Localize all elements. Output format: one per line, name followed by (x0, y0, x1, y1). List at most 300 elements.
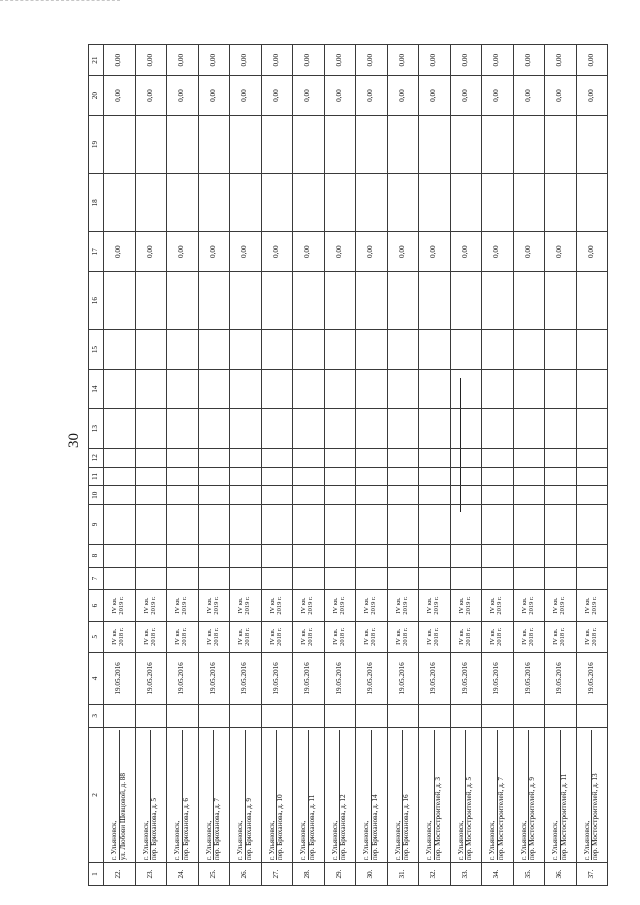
column-number-18: 18 (89, 174, 104, 232)
cell-col-7 (545, 567, 577, 590)
address-street: ул. Любови Шевцовой, д. 88 (119, 730, 128, 860)
cell-col-8 (482, 544, 514, 567)
column-number-14: 14 (89, 369, 104, 409)
cell-col-9 (167, 505, 199, 545)
cell-col-11 (293, 467, 325, 486)
cell-col-8 (387, 544, 419, 567)
table-row (387, 45, 419, 886)
cell-col-21: 0,00 (419, 45, 451, 76)
cell-col-14 (513, 369, 545, 409)
address-street: пер. Брюханова, д. 11 (308, 730, 317, 860)
cell-col-7 (104, 567, 136, 590)
column-number-17: 17 (89, 232, 104, 272)
address-street: пер. Мостостроителей, д. 7 (497, 730, 506, 860)
cell-col-19 (482, 115, 514, 173)
cell-col-20: 0,00 (545, 76, 577, 116)
cell-col-3 (324, 704, 356, 727)
column-number-1: 1 (89, 863, 104, 886)
cell-col-7 (293, 567, 325, 590)
cell-col-6: IV кв. 2019 г. (513, 590, 545, 621)
cell-col-20: 0,00 (261, 76, 293, 116)
cell-col-10 (450, 486, 482, 505)
address-cell (356, 727, 388, 862)
cell-col-11 (387, 467, 419, 486)
row-number-cell: 22. (104, 863, 136, 886)
cell-col-20: 0,00 (324, 76, 356, 116)
cell-col-20: 0,00 (198, 76, 230, 116)
cell-col-8 (104, 544, 136, 567)
cell-col-14 (198, 369, 230, 409)
address-street: пер. Мостостроителей, д. 11 (560, 730, 569, 860)
address-city: г. Ульяновск, (519, 820, 528, 861)
address-street: пер. Мостостроителей, д. 3 (434, 730, 443, 860)
cell-col-15 (230, 330, 262, 370)
cell-col-14 (450, 369, 482, 409)
cell-col-4: 19.05.2016 (387, 652, 419, 704)
column-number-16: 16 (89, 272, 104, 330)
cell-col-21: 0,00 (198, 45, 230, 76)
page-number: 30 (66, 433, 82, 448)
cell-col-7 (167, 567, 199, 590)
cell-col-18 (167, 174, 199, 232)
cell-col-11 (261, 467, 293, 486)
cell-col-19 (419, 115, 451, 173)
cell-col-20: 0,00 (482, 76, 514, 116)
cell-col-4: 19.05.2016 (450, 652, 482, 704)
table-row (545, 45, 577, 886)
cell-col-11 (356, 467, 388, 486)
address-cell (261, 727, 293, 862)
cell-col-13 (545, 409, 577, 449)
cell-col-9 (104, 505, 136, 545)
cell-col-21: 0,00 (261, 45, 293, 76)
cell-col-12 (576, 448, 608, 467)
cell-col-3 (576, 704, 608, 727)
cell-col-15 (545, 330, 577, 370)
cell-col-3 (198, 704, 230, 727)
cell-col-20: 0,00 (135, 76, 167, 116)
address-street: пер. Брюханова, д. 7 (213, 730, 222, 860)
cell-col-16 (167, 272, 199, 330)
cell-col-13 (387, 409, 419, 449)
cell-col-20: 0,00 (293, 76, 325, 116)
cell-col-7 (261, 567, 293, 590)
table-row (230, 45, 262, 886)
cell-col-9 (419, 505, 451, 545)
cell-col-12 (545, 448, 577, 467)
table-row (293, 45, 325, 886)
cell-col-4: 19.05.2016 (419, 652, 451, 704)
cell-col-18 (135, 174, 167, 232)
cell-col-10 (230, 486, 262, 505)
cell-col-13 (419, 409, 451, 449)
address-cell (450, 727, 482, 862)
cell-col-7 (324, 567, 356, 590)
cell-col-19 (450, 115, 482, 173)
column-number-9: 9 (89, 505, 104, 545)
cell-col-15 (482, 330, 514, 370)
row-number-cell: 30. (356, 863, 388, 886)
cell-col-20: 0,00 (167, 76, 199, 116)
cell-col-18 (513, 174, 545, 232)
address-cell (513, 727, 545, 862)
cell-col-6: IV кв. 2019 г. (293, 590, 325, 621)
cell-col-4: 19.05.2016 (482, 652, 514, 704)
cell-col-3 (167, 704, 199, 727)
cell-col-6: IV кв. 2019 г. (450, 590, 482, 621)
address-cell (104, 727, 136, 862)
cell-col-5: IV кв. 2018 г. (482, 621, 514, 652)
cell-col-15 (261, 330, 293, 370)
address-cell (198, 727, 230, 862)
row-number-cell: 32. (419, 863, 451, 886)
cell-col-4: 19.05.2016 (104, 652, 136, 704)
row-number-cell: 36. (545, 863, 577, 886)
column-number-15: 15 (89, 330, 104, 370)
cell-col-17: 0,00 (419, 232, 451, 272)
address-street: пер. Брюханова, д. 5 (150, 730, 159, 860)
cell-col-3 (482, 704, 514, 727)
address-city: г. Ульяновск, (141, 820, 150, 861)
table-row (482, 45, 514, 886)
table-row (261, 45, 293, 886)
cell-col-5: IV кв. 2018 г. (293, 621, 325, 652)
cell-col-9 (545, 505, 577, 545)
cell-col-20: 0,00 (387, 76, 419, 116)
cell-col-6: IV кв. 2019 г. (545, 590, 577, 621)
address-cell (545, 727, 577, 862)
cell-col-5: IV кв. 2018 г. (419, 621, 451, 652)
address-cell (387, 727, 419, 862)
address-city: г. Ульяновск, (393, 820, 402, 861)
cell-col-15 (419, 330, 451, 370)
cell-col-3 (104, 704, 136, 727)
cell-col-19 (356, 115, 388, 173)
cell-col-16 (198, 272, 230, 330)
table-row (419, 45, 451, 886)
table-row (513, 45, 545, 886)
cell-col-10 (167, 486, 199, 505)
row-number-cell: 35. (513, 863, 545, 886)
cell-col-18 (261, 174, 293, 232)
cell-col-12 (419, 448, 451, 467)
address-street: пер. Брюханова, д. 6 (182, 730, 191, 860)
cell-col-15 (293, 330, 325, 370)
address-city: г. Ульяновск, (236, 820, 245, 861)
column-number-20: 20 (89, 76, 104, 116)
cell-col-21: 0,00 (356, 45, 388, 76)
address-street: пер. Брюханова, д. 16 (402, 730, 411, 860)
cell-col-5: IV кв. 2018 г. (135, 621, 167, 652)
address-city: г. Ульяновск, (362, 820, 371, 861)
cell-col-5: IV кв. 2018 г. (545, 621, 577, 652)
cell-col-19 (545, 115, 577, 173)
address-city: г. Ульяновск, (488, 820, 497, 861)
cell-col-11 (135, 467, 167, 486)
cell-col-11 (198, 467, 230, 486)
cell-col-11 (104, 467, 136, 486)
cell-col-19 (198, 115, 230, 173)
row-number-cell: 25. (198, 863, 230, 886)
cell-col-8 (513, 544, 545, 567)
cell-col-16 (261, 272, 293, 330)
cell-col-17: 0,00 (576, 232, 608, 272)
cell-col-13 (450, 409, 482, 449)
cell-col-6: IV кв. 2019 г. (419, 590, 451, 621)
cell-col-18 (545, 174, 577, 232)
cell-col-21: 0,00 (293, 45, 325, 76)
cell-col-9 (450, 505, 482, 545)
cell-col-18 (293, 174, 325, 232)
cell-col-8 (198, 544, 230, 567)
cell-col-4: 19.05.2016 (356, 652, 388, 704)
cell-col-13 (513, 409, 545, 449)
cell-col-21: 0,00 (104, 45, 136, 76)
cell-col-9 (230, 505, 262, 545)
cell-col-8 (167, 544, 199, 567)
cell-col-12 (261, 448, 293, 467)
cell-col-10 (545, 486, 577, 505)
column-number-8: 8 (89, 544, 104, 567)
cell-col-4: 19.05.2016 (230, 652, 262, 704)
cell-col-13 (198, 409, 230, 449)
cell-col-12 (167, 448, 199, 467)
cell-col-14 (356, 369, 388, 409)
cell-col-19 (230, 115, 262, 173)
cell-col-4: 19.05.2016 (261, 652, 293, 704)
cell-col-19 (513, 115, 545, 173)
cell-col-17: 0,00 (230, 232, 262, 272)
column-number-11: 11 (89, 467, 104, 486)
cell-col-10 (104, 486, 136, 505)
cell-col-19 (293, 115, 325, 173)
cell-col-9 (576, 505, 608, 545)
cell-col-3 (230, 704, 262, 727)
cell-col-12 (450, 448, 482, 467)
address-cell (293, 727, 325, 862)
address-cell (167, 727, 199, 862)
cell-col-3 (293, 704, 325, 727)
cell-col-4: 19.05.2016 (293, 652, 325, 704)
cell-col-5: IV кв. 2018 г. (230, 621, 262, 652)
cell-col-18 (387, 174, 419, 232)
cell-col-16 (419, 272, 451, 330)
cell-col-3 (387, 704, 419, 727)
column-number-5: 5 (89, 621, 104, 652)
address-cell (419, 727, 451, 862)
cell-col-19 (387, 115, 419, 173)
cell-col-4: 19.05.2016 (513, 652, 545, 704)
cell-col-10 (293, 486, 325, 505)
cell-col-17: 0,00 (450, 232, 482, 272)
row-number-cell: 23. (135, 863, 167, 886)
cell-col-5: IV кв. 2018 г. (387, 621, 419, 652)
table-row (135, 45, 167, 886)
address-street: пер. Брюханова, д. 10 (276, 730, 285, 860)
cell-col-13 (135, 409, 167, 449)
cell-col-9 (135, 505, 167, 545)
cell-col-12 (387, 448, 419, 467)
cell-col-13 (324, 409, 356, 449)
row-number-cell: 33. (450, 863, 482, 886)
cell-col-14 (104, 369, 136, 409)
address-street: пер. Мостостроителей, д. 9 (528, 730, 537, 860)
cell-col-19 (324, 115, 356, 173)
cell-col-13 (356, 409, 388, 449)
address-city: г. Ульяновск, (110, 820, 119, 861)
cell-col-7 (356, 567, 388, 590)
cell-col-16 (104, 272, 136, 330)
cell-col-21: 0,00 (135, 45, 167, 76)
cell-col-9 (293, 505, 325, 545)
cell-col-17: 0,00 (545, 232, 577, 272)
cell-col-6: IV кв. 2019 г. (576, 590, 608, 621)
cell-col-16 (576, 272, 608, 330)
cell-col-10 (513, 486, 545, 505)
cell-col-17: 0,00 (356, 232, 388, 272)
cell-col-14 (293, 369, 325, 409)
column-number-21: 21 (89, 45, 104, 76)
cell-col-9 (482, 505, 514, 545)
address-city: г. Ульяновск, (173, 820, 182, 861)
cell-col-18 (356, 174, 388, 232)
cell-col-8 (545, 544, 577, 567)
cell-col-6: IV кв. 2019 г. (482, 590, 514, 621)
cell-col-4: 19.05.2016 (167, 652, 199, 704)
column-number-13: 13 (89, 409, 104, 449)
table-row (198, 45, 230, 886)
cell-col-5: IV кв. 2018 г. (576, 621, 608, 652)
cell-col-6: IV кв. 2019 г. (104, 590, 136, 621)
cell-col-21: 0,00 (545, 45, 577, 76)
address-city: г. Ульяновск, (299, 820, 308, 861)
column-number-4: 4 (89, 652, 104, 704)
cell-col-10 (387, 486, 419, 505)
table-row (356, 45, 388, 886)
cell-col-3 (419, 704, 451, 727)
cell-col-18 (104, 174, 136, 232)
cell-col-15 (513, 330, 545, 370)
cell-col-6: IV кв. 2019 г. (230, 590, 262, 621)
cell-col-19 (261, 115, 293, 173)
cell-col-13 (167, 409, 199, 449)
cell-col-16 (545, 272, 577, 330)
cell-col-13 (482, 409, 514, 449)
address-street: пер. Брюханова, д. 12 (339, 730, 348, 860)
cell-col-21: 0,00 (482, 45, 514, 76)
cell-col-16 (513, 272, 545, 330)
cell-col-9 (513, 505, 545, 545)
column-number-6: 6 (89, 590, 104, 621)
cell-col-8 (293, 544, 325, 567)
cell-col-9 (198, 505, 230, 545)
cell-col-3 (450, 704, 482, 727)
cell-col-9 (324, 505, 356, 545)
cell-col-19 (104, 115, 136, 173)
cell-col-5: IV кв. 2018 г. (450, 621, 482, 652)
header-row (89, 45, 104, 886)
cell-col-16 (450, 272, 482, 330)
cell-col-8 (576, 544, 608, 567)
cell-col-12 (513, 448, 545, 467)
cell-col-7 (419, 567, 451, 590)
address-city: г. Ульяновск, (425, 820, 434, 861)
address-cell (324, 727, 356, 862)
cell-col-19 (135, 115, 167, 173)
cell-col-3 (545, 704, 577, 727)
cell-col-20: 0,00 (450, 76, 482, 116)
cell-col-16 (356, 272, 388, 330)
cell-col-14 (261, 369, 293, 409)
cell-col-8 (261, 544, 293, 567)
cell-col-4: 19.05.2016 (198, 652, 230, 704)
cell-col-7 (482, 567, 514, 590)
row-number-cell: 26. (230, 863, 262, 886)
cell-col-11 (230, 467, 262, 486)
cell-col-19 (576, 115, 608, 173)
cell-col-6: IV кв. 2019 г. (356, 590, 388, 621)
address-city: г. Ульяновск, (582, 820, 591, 861)
address-city: г. Ульяновск, (204, 820, 213, 861)
cell-col-17: 0,00 (324, 232, 356, 272)
cell-col-18 (230, 174, 262, 232)
scan-edge-mark (0, 0, 120, 15)
cell-col-16 (387, 272, 419, 330)
cell-col-7 (387, 567, 419, 590)
cell-col-15 (450, 330, 482, 370)
table-container (88, 44, 608, 886)
cell-col-7 (135, 567, 167, 590)
cell-col-14 (545, 369, 577, 409)
cell-col-21: 0,00 (513, 45, 545, 76)
row-number-cell: 34. (482, 863, 514, 886)
table-row (576, 45, 608, 886)
cell-col-16 (135, 272, 167, 330)
cell-col-15 (324, 330, 356, 370)
cell-col-17: 0,00 (387, 232, 419, 272)
row-number-cell: 24. (167, 863, 199, 886)
cell-col-16 (324, 272, 356, 330)
cell-col-8 (324, 544, 356, 567)
column-number-7: 7 (89, 567, 104, 590)
address-cell (576, 727, 608, 862)
cell-col-16 (482, 272, 514, 330)
cell-col-21: 0,00 (387, 45, 419, 76)
cell-col-21: 0,00 (230, 45, 262, 76)
cell-col-20: 0,00 (356, 76, 388, 116)
cell-col-17: 0,00 (104, 232, 136, 272)
cell-col-17: 0,00 (198, 232, 230, 272)
row-number-cell: 27. (261, 863, 293, 886)
cell-col-18 (324, 174, 356, 232)
cell-col-7 (198, 567, 230, 590)
cell-col-18 (482, 174, 514, 232)
cell-col-17: 0,00 (261, 232, 293, 272)
cell-col-9 (261, 505, 293, 545)
address-street: пер. Брюханова, д. 14 (371, 730, 380, 860)
cell-col-11 (513, 467, 545, 486)
table-row (324, 45, 356, 886)
cell-col-21: 0,00 (324, 45, 356, 76)
row-number-cell: 29. (324, 863, 356, 886)
cell-col-12 (482, 448, 514, 467)
cell-col-9 (356, 505, 388, 545)
cell-col-17: 0,00 (167, 232, 199, 272)
cell-col-3 (513, 704, 545, 727)
cell-col-13 (261, 409, 293, 449)
cell-col-6: IV кв. 2019 г. (167, 590, 199, 621)
cell-col-11 (419, 467, 451, 486)
